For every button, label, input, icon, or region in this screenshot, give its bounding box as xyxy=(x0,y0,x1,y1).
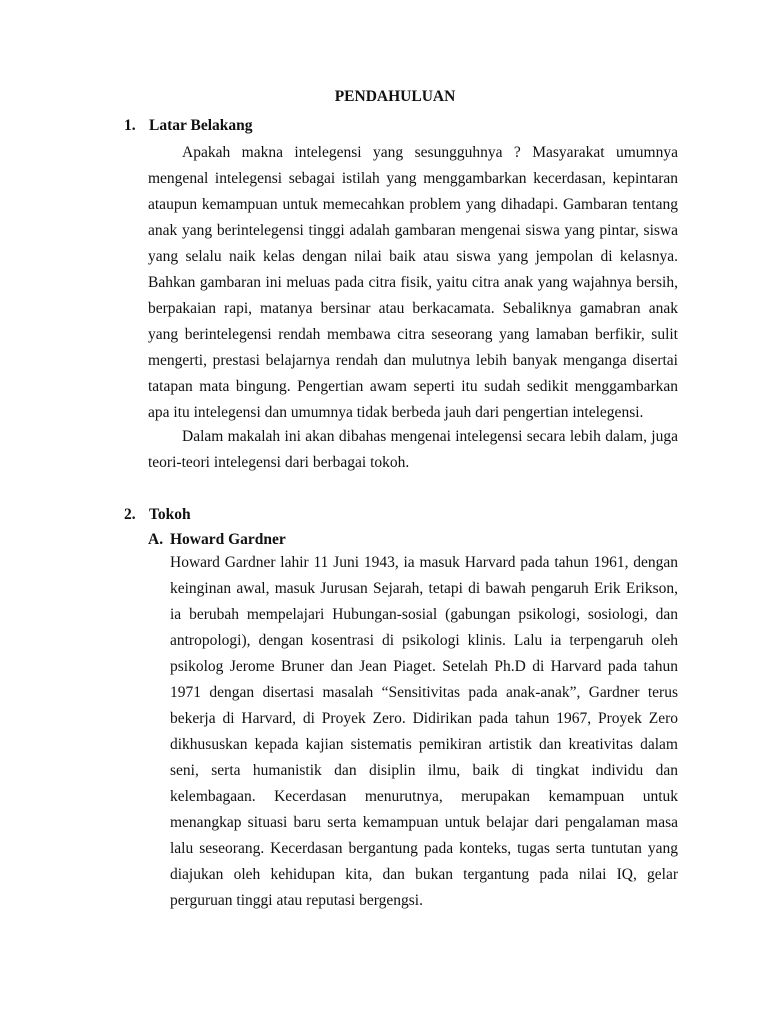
subsection-title: Howard Gardner xyxy=(170,531,286,548)
section-number: 1. xyxy=(124,117,136,134)
paragraph-latar-belakang-2: Dalam makalah ini akan dibahas mengenai intelegensi secara lebih dalam, juga teori-teori intelegensi dari berbagai tokoh. xyxy=(148,428,678,471)
subheading-howard-gardner xyxy=(148,531,286,549)
document-title: PENDAHULUAN xyxy=(334,88,456,105)
section-title: Tokoh xyxy=(149,506,191,523)
subsection-letter: A. xyxy=(148,531,164,548)
section-heading-latar-belakang xyxy=(124,117,253,135)
section-heading-tokoh xyxy=(124,506,191,524)
section-number: 2. xyxy=(124,506,136,523)
paragraph-howard-gardner: Howard Gardner lahir 11 Juni 1943, ia masuk Harvard pada tahun 1961, dengan keinginan awal, masuk Jurusan Sejarah, tetapi di bawah pengaruh Erik Erikson, ia berubah mempelajari Hubungan-sosial (gabungan psikologi, sosiologi, dan antropologi), dengan kosentrasi di psikologi klinis. Lalu ia terpengaruh oleh psikolog Jerome Bruner dan Jean Piaget. Setelah Ph.D di Harvard pada tahun 1971 dengan disertasi masalah “Sensitivitas pada anak-anak”, Gardner terus bekerja di Harvard, di Proyek Zero. Didirikan pada tahun 1967, Proyek Zero dikhususkan kepada kajian sistematis pemikiran artistik dan kreativitas dalam seni, serta humanistik dan disiplin ilmu, baik di tingkat individu dan kelembagaan. Kecerdasan menurutnya, merupakan kemampuan untuk menangkap situasi baru serta kemampuan untuk belajar dari pengalaman masa lalu seseorang. Kecerdasan bergantung pada konteks, tugas serta tuntutan yang diajukan oleh kehidupan kita, dan bukan tergantung pada nilai IQ, gelar perguruan tinggi atau reputasi bergengsi. xyxy=(170,554,678,909)
paragraph-latar-belakang-1: Apakah makna intelegensi yang sesungguhnya ? Masyarakat umumnya mengenal intelegensi sebagai istilah yang menggambarkan kecerdasan, kepintaran ataupun kemampuan untuk memecahkan problem yang dihadapi. Gambaran tentang anak yang berintelegensi tinggi adalah gambaran mengenai siswa yang pintar, siswa yang selalu naik kelas dengan nilai baik atau siswa yang jempolan di kelasnya. Bahkan gambaran ini meluas pada citra fisik, yaitu citra anak yang wajahnya bersih, berpakaian rapi, matanya bersinar atau berkacamata. Sebaliknya gamabran anak yang berintelegensi rendah membawa citra seseorang yang lamaban berfikir, sulit mengerti, prestasi belajarnya rendah dan mulutnya lebih banyak menganga disertai tatapan mata bingung. Pengertian awam seperti itu sudah sedikit menggambarkan apa itu intelegensi dan umumnya tidak berbeda jauh dari pengertian intelegensi. xyxy=(148,144,678,421)
section-title: Latar Belakang xyxy=(149,117,253,134)
